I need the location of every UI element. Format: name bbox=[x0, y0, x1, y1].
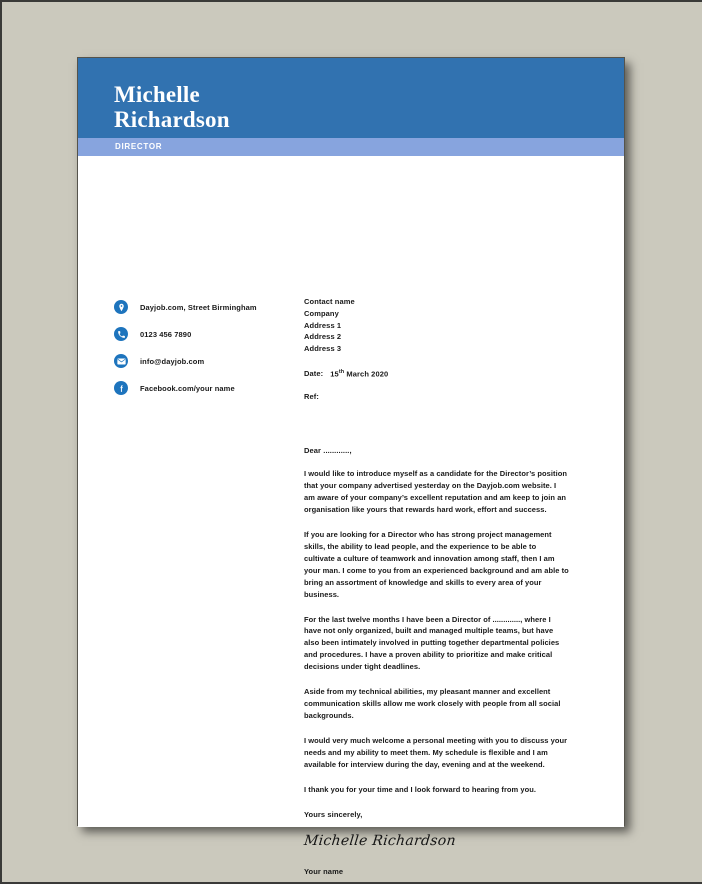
email-icon bbox=[114, 354, 128, 368]
date-day: 15 bbox=[330, 369, 339, 379]
letter-paragraph: If you are looking for a Director who has strong project management skills, the ability to lead people, and the experience to be able to cultivate a culture of teamwork and innovation among staff, then I am your man. I come to you from an experienced background and am able to bring an assortment of knowledge and skills to every area of your business. bbox=[304, 530, 569, 599]
page-title bbox=[114, 82, 230, 132]
header-banner bbox=[78, 58, 624, 138]
date-line bbox=[304, 369, 569, 379]
contact-item-address bbox=[114, 296, 324, 318]
ref-line: Ref: bbox=[304, 392, 319, 402]
facebook-icon bbox=[114, 381, 128, 395]
letter-paragraph: I thank you for your time and I look forward to hearing from you. bbox=[304, 784, 537, 794]
recipient-line: Address 1 bbox=[304, 320, 342, 330]
job-title-banner bbox=[78, 138, 624, 156]
name-placeholder: Your name bbox=[304, 867, 344, 877]
last-name: Richardson bbox=[114, 107, 230, 132]
recipient-line: Address 2 bbox=[304, 332, 342, 342]
cover-letter-page bbox=[77, 57, 625, 877]
contact-item-facebook bbox=[114, 377, 324, 399]
letter-paragraph: For the last twelve months I have been a Director of ............., where I have not only organized, built and managed multiple teams, but have also been intimately involved in putting together departmental policies and procedures. I have a proven ability to prioritize and make critical decisions under tight deadlines. bbox=[304, 614, 560, 672]
contact-email-text: info@dayjob.com bbox=[140, 356, 205, 366]
recipient-line: Company bbox=[304, 308, 339, 318]
contact-facebook-text: Facebook.com/your name bbox=[140, 383, 235, 393]
letter-content bbox=[304, 296, 569, 876]
closing-salutation: Yours sincerely, bbox=[304, 810, 363, 820]
recipient-line: Contact name bbox=[304, 297, 355, 306]
recipient-address-block bbox=[304, 296, 569, 355]
job-title: DIRECTOR bbox=[115, 142, 163, 151]
location-pin-icon bbox=[114, 300, 128, 314]
date-label: Date: bbox=[304, 369, 324, 379]
letter-body-area bbox=[78, 156, 624, 877]
contact-phone-text: 0123 456 7890 bbox=[140, 329, 192, 339]
date-ordinal-suffix: th bbox=[338, 368, 345, 375]
letter-paragraph: Aside from my technical abilities, my pleasant manner and excellent communication skills allow me work closely with people from all social backgrounds. bbox=[304, 687, 561, 720]
canvas-left-border bbox=[0, 0, 2, 884]
contact-item-phone bbox=[114, 323, 324, 345]
contact-details-list bbox=[114, 296, 324, 404]
first-name: Michelle bbox=[114, 82, 200, 107]
date-month-year: March 2020 bbox=[346, 369, 389, 379]
letter-paragraph: I would very much welcome a personal meeting with you to discuss your needs and my ability to meet them. My schedule is flexible and I am available for interview during the day, evening and at the weekend. bbox=[304, 735, 568, 769]
signature: Michelle Richardson bbox=[303, 833, 457, 850]
letter-paragraph: I would like to introduce myself as a candidate for the Director’s position that your company advertised yesterday on the Dayjob.com website. I am aware of your company’s excellent reputation and am keep to join an organisation like yours that rewards hard work, effort and success. bbox=[304, 469, 567, 515]
canvas-top-border bbox=[0, 0, 702, 2]
recipient-line: Address 3 bbox=[304, 344, 342, 354]
salutation: Dear ............, bbox=[304, 446, 352, 456]
contact-address-text: Dayjob.com, Street Birmingham bbox=[140, 302, 257, 312]
contact-item-email bbox=[114, 350, 324, 372]
phone-icon bbox=[114, 327, 128, 341]
